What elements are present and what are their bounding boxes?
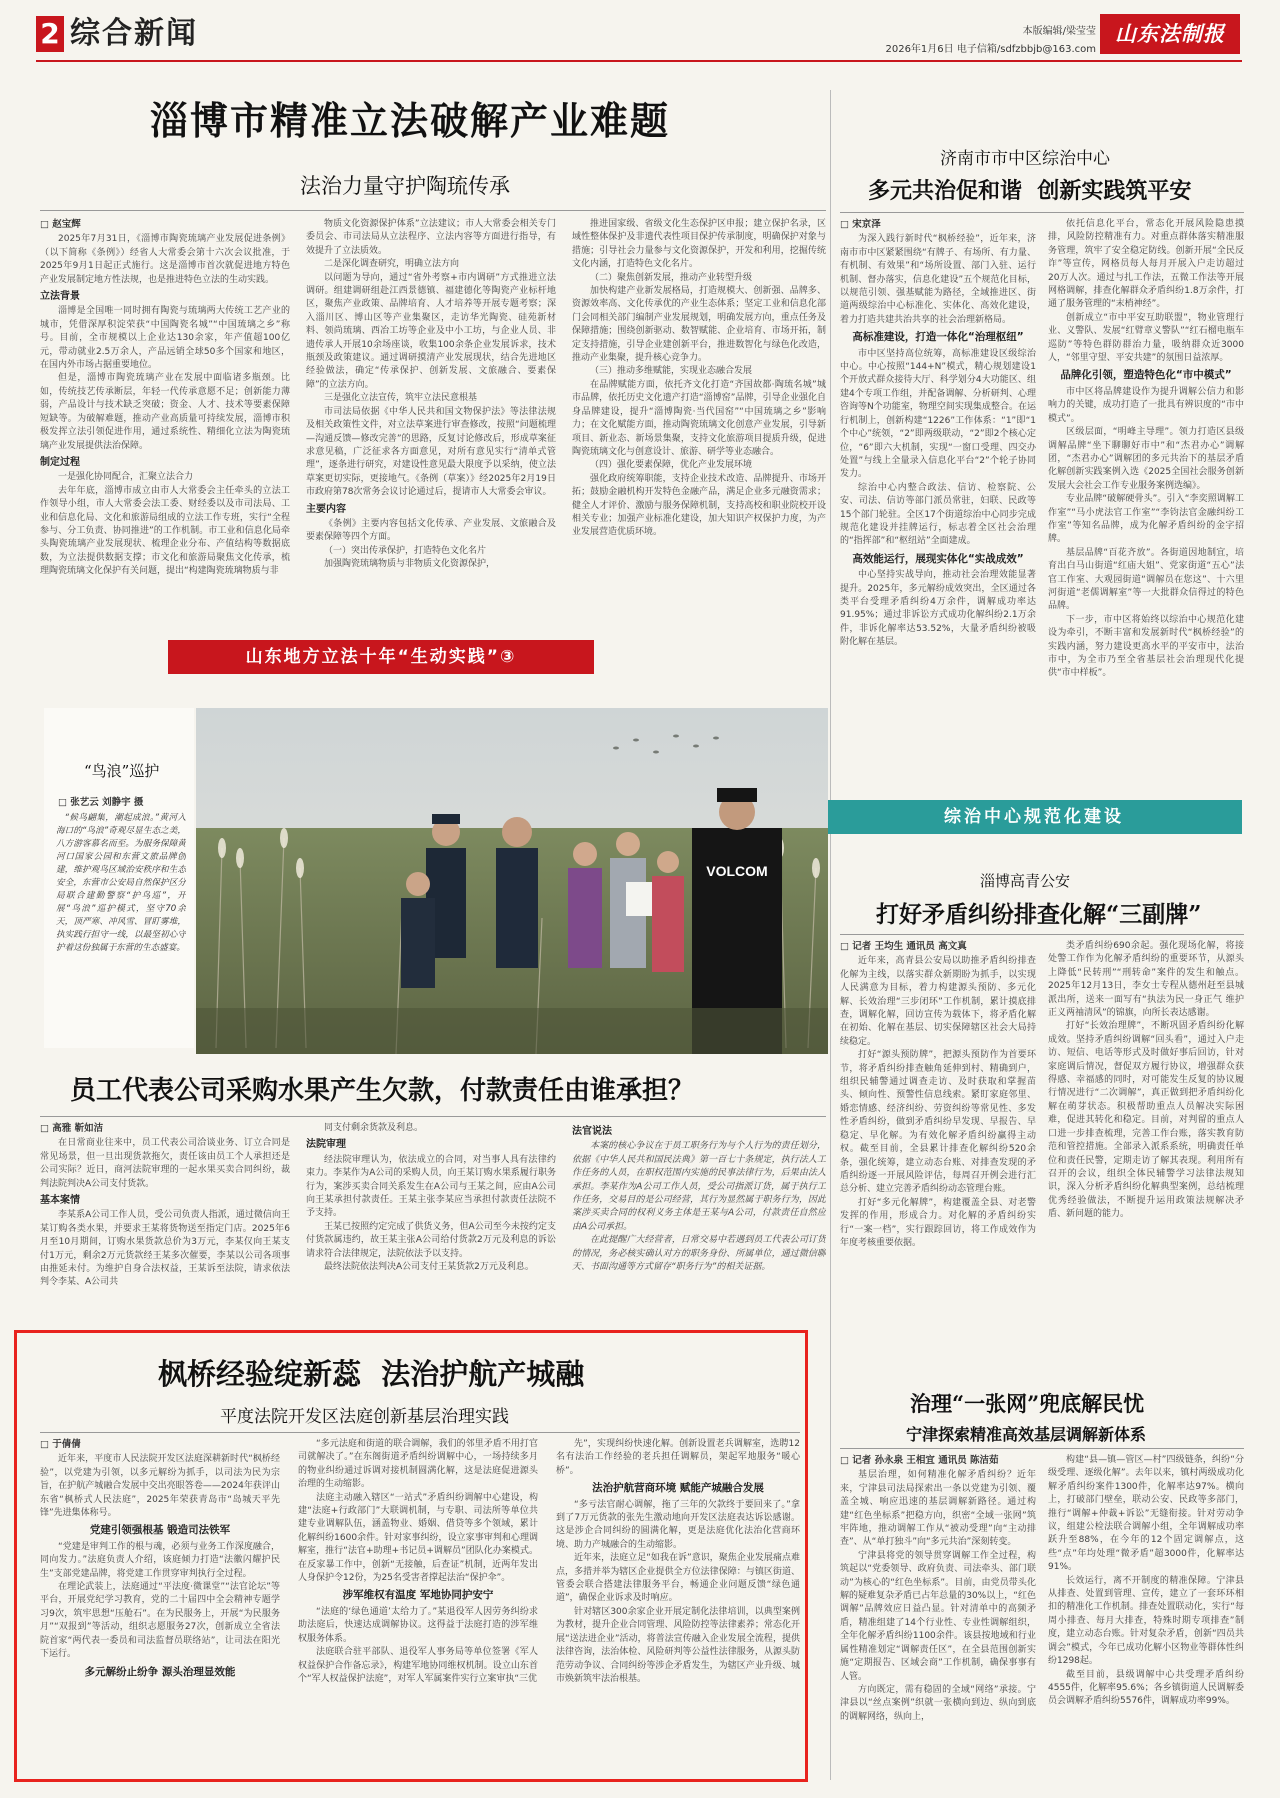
jinan-col-1: □ 宋京泽 为深入践行新时代“枫桥经验”，近年来，济南市市中区紧紧围绕“有牌子、有场所、有力量、有机制、有效果”和“场所设置、部门入驻、运行机制、督办落实，信息化建设”五个规范化目标，以规范引领、强基赋能为路径，全域推进区、街道两级综治中心标准化、实体化、高效化建设，着力打造共建共治共享的社会治理新格局。 高标准建设，打造一体化“治理枢纽” 市中区坚持高位统筹，高标准建设区级综治中心。中心按照“144+N”模式，精心规划建设1个开放式群众接待大厅、科学划分4大功能区、组建4个专项工作组，并配备调解、分析研判、心理咨询等N个功能室，物理空间实现集成整合。在运行机制上，创新构建“1226”工作体系：“1”即“1个中心”统领，“2”即两级联动，“2”即2个核心定位，“6”即六大机制，实现“一窗口受理、四交办处置”与线上全量录入信息化平台“2”个轮子协同发力。 综治中心内整合政法、信访、检察院、公安、司法、信访等部门派员常驻，妇联、民政等15个部门轮驻。全区17个街道综治中心同步完成规范化建设并挂牌运行，标志着全区社会治理的“指挥部”和“枢纽站”全面建成。 高效能运行，展现实体化“实战成效” 中心坚持实战导向，推动社会治理效能显著提升。2025年，多元解纷成效突出，全区通过各类平台受理矛盾纠纷4万余件，调解成功率达91.95%；通过非诉讼方式成功化解纠纷2.1万余件，非诉化解率达53.52%，大量矛盾纠纷被吸附化解在基层。 [840, 219, 1036, 648]
section-title: 综合新闻 [70, 16, 198, 51]
paper-logo: 山东法制报 [1100, 14, 1240, 54]
zibo-col-3: 推进国家级、省级文化生态保护区申报；建立保护名录，区域性整体保护及非遗代表性项目保护传承制度，明确保护对象与措施；引导社会力量参与文化资源保护，开发和利用，挖掘传统文化内涵，打造特色文化名片。 （二）聚焦创新发展，推动产业转型升级 加快构建产业新发展格局，打造规模大、创新强、品牌多、资源效率高、文化传承优的产业生态体系；坚定工业和信息化部门会同相关部门编制产业发展规划，明确发展方向，重点任务及保障措施；围绕创新驱动、数智赋能、企业培育、市场开拓，制定支持措施，引导企业建创新平台，推进数智化与绿色化改造，推动产业集聚，提升核心竞争力。 （三）推动多维赋能，实现业态融合发展 在品牌赋能方面，依托齐文化打造“齐国故都·陶琉名城”城市品牌，依托历史文化遗产打造“淄博窑”品牌，引导企业强化自身品牌建设，提升“淄博陶瓷·当代国窑”“中国琉璃之乡”影响力；在文化赋能方面，推动陶瓷琉璃文化创意产业发展，引导新项目、新业态、新场景集聚，支持文化旅游项目提质升级，促进陶瓷琉璃文化与创意设计、旅游、研学等业态融合。 （四）强化要素保障，优化产业发展环境 强化政府统筹职能，支持企业技术改造、品牌提升、市场开拓；鼓励金融机构开发特色金融产品，满足企业多元融资需求；健全人才评价、激励与服务保障机制，支持高校和职业院校开设相关专业；加强产业标准化建设，加大知识产权保护力度，为产业发展营造优质环境。 [572, 219, 826, 538]
zibo-article [40, 80, 826, 640]
series-banner-red: 山东地方立法十年“生动实践”③ [168, 640, 594, 674]
patrol-photo [196, 708, 828, 1054]
jacket-logo-text: VOLCOM [706, 863, 768, 879]
ningjin-kicker: 治理“一张网”兜底解民忧 [910, 1391, 1145, 1416]
date-email-line [820, 40, 1096, 55]
jinan-kicker: 济南市市中区综治中心 [940, 149, 1110, 169]
fruit-col-2: 同支付剩余货款及利息。 法院审理 经法院审理认为，依法成立的合同，对当事人具有法律约束力。李某作为A公司的采购人员，向王某订购水果系履行职务行为，案涉买卖合同关系发生在A公司与王某之间，应由A公司向王某承担付款责任。王某主张李某应当承担付款责任法院不予支持。 王某已按照约定完成了供货义务，但A公司至今未按约定支付货款属违约，故王某主张A公司给付货款2万元及利息的诉讼请求符合法律规定，法院依法予以支持。 最终法院依法判决A公司支付王某货款2万元及利息。 [306, 1123, 556, 1273]
jinan-article [840, 140, 1244, 800]
ningjin-article [840, 1386, 1244, 1782]
zibo-subhead: 法治力量守护陶琉传承 [300, 174, 510, 198]
zibo-col-2: 物质文化资源保护体系”立法建议；市人大常委会相关专门委员会、市司法局从立法程序、立法内容等方面进行指导，有效提升了立法质效。 二是深化调查研究，明确立法方向 以问题为导向，通过“省外考察+市内调研”方式推进立法调研。组建调研组赴江西景德镇、福建德化等陶瓷产业标杆地区，聚焦产业政策、品牌培育、人才培养等开展专题考察；深入淄川区、博山区等产业集聚区，走访华光陶瓷、硅苑新材料、领尚琉璃、西冶工坊等企业及中小工坊，与企业人员、非遗传承人开展10余场座谈，收集100余条企业发展诉求，技术瓶颈及政策建议。通过调研摸清产业发展现状，结合先进地区经验做法，确定“传承保护、创新发展、文旅融合、要素保障”的立法方向。 三是强化立法宣传，筑牢立法民意根基 市司法局依据《中华人民共和国文物保护法》等法律法规及相关政策性文件，对立法草案进行审查修改，按照“问题梳理—沟通反馈—修改完善”的思路，反复讨论修改后，形成草案征求意见稿，广泛征求各方面意见，对所有意见实行“清单式管理”，逐条进行研究，对建设性意见最大限度予以采纳，使立法草案更切实际，更接地气。《条例（草案）》经2025年2月19日市政府第78次常务会议讨论通过后，提请市人大常委会审议。 主要内容 《条例》主要内容包括文化传承、产业发展、文旅融合及要素保障等四个方面。 （一）突出传承保护，打造特色文化名片 加强陶瓷琉璃物质与非物质文化资源保护， [306, 219, 556, 570]
fruit-headline: 员工代表公司采购水果产生欠款，付款责任由谁承担？ [70, 1076, 695, 1106]
zibo-col-1: □ 赵宝辉 2025年7月31日，《淄博市陶瓷琉璃产业发展促进条例》（以下简称《条例》）经省人大常委会第十六次会议批准，于2025年9月1日起正式施行。这是淄博市首次就促进地方特色产业发展制定地方性法规，也是推进特色立法的生动实践。 立法背景 淄博是全国唯一同时拥有陶瓷与琉璃两大传统工艺产业的城市，凭借深厚积淀荣获“中国陶瓷名城”“中国琉璃之乡”称号。目前，全市规模以上企业达130余家，年产值超100亿元，带动就业2.5万余人，产品远销全球50多个国家和地区，在国内外市场占据重要地位。 但是，淄博市陶瓷琉璃产业在发展中面临诸多瓶颈。比如，传统技艺传承断层，年轻一代传承意愿不足；创新能力薄弱，产品设计与技术缺乏突破；资金、人才、技术等要素保障短缺等。为破解难题，推动产业高质量可持续发展，淄博市积极发挥立法引领促进作用，通过系统性、精细化立法为陶瓷琉璃产业发展提供法治保障。 制定过程 一是强化协同配合，汇聚立法合力 去年年底，淄博市成立由市人大常委会主任牵头的立法工作领导小组，市人大常委会法工委、财经委以及市司法局、工业和信息化局、文化和旅游局组成的立法工作专班，实行“全程参与、分工负责、协同推进”的工作机制。市工业和信息化局牵头陶瓷琉璃产业发展现状、梳理企业分布、产值结构等数据底数，为立法提供数据支撑；市文化和旅游局聚焦文化传承，梳理陶瓷琉璃文化保护有关问题，提出“构建陶瓷琉璃物质与非 [40, 219, 290, 577]
fengqiao-byline: □ 于倩倩 [40, 1439, 81, 1450]
photo-caption: “候鸟翩集，潮起成浪。”黄河入海口的“鸟浪”奇观尽显生态之美，八方游客慕名而至。为服务保障黄河口国家公园和东营文旅品牌创建，维护观鸟区域治安秩序和生态安全，东营市公安局自然保护区分局联合建勤警察“护鸟巡”，开展“鸟浪”巡护模式，坚守70余天，顶严寒、冲风雪、冒盯雾堆，执实践行担守一线，以最坚初心守护着这份独属于东营的生态盛宴。 [56, 813, 186, 953]
gaoqing-kicker: 淄博高青公安 [980, 872, 1071, 890]
zibo-headline: 淄博市精准立法破解产业难题 [150, 98, 671, 143]
masthead [0, 0, 1280, 60]
gaoqing-col-1: □ 记者 王均生 通讯员 高文真 近年来，高青县公安局以助推矛盾纠纷排查化解为主线，以落实群众新期盼为抓手，以实现人民满意为目标，着力构建源头预防、多元化解、长效治理“三步闭环”工作机制，累计摸底排查，调解化解，回访宣传为载体下，将矛盾化解在初始、化解在基层、切实保障辖区社会大局持续稳定。 打好“源头预防牌”，把源头预防作为首要环节，将矛盾纠纷排查触角延伸到村、精确到户，组织民辅警通过调查走访、及时获取和掌握苗头、倾向性、预警性信息线索。紧盯家庭邻里、婚恋情感、经济纠纷、劳资纠纷等常见性、多发性矛盾纠纷，做到矛盾纠纷早发现、早报告、早稳定、早化解。为有效化解矛盾纠纷赢得主动权。截至目前，全县累计排查化解纠纷520余条，强化统筹，建立动态台账、对排查发现的矛盾纠纷逐一开展风险评估，每周召开例会进行汇总分析、建立完善矛盾纠纷动态管理台账。 打好“多元化解牌”，构建覆盖全县、对老警发挥的作用，形成合力。对化解的矛盾纠纷实行“一案一档”，实行跟踪回访，将工作成效作为年度考核重要依据。 [840, 941, 1036, 1248]
fengqiao-article [40, 1346, 800, 1776]
ningjin-byline: □ 记者 孙永泉 王相宜 通讯员 陈洁茹 [840, 1455, 999, 1466]
jinan-headline: 多元共治促和谐 创新实践筑平安 [868, 178, 1192, 204]
series-banner-teal: 综治中心规范化建设 [826, 800, 1242, 834]
jinan-byline: □ 宋京泽 [840, 219, 881, 230]
gaoqing-byline: □ 记者 王均生 通讯员 高文真 [840, 941, 967, 952]
gaoqing-headline: 打好矛盾纠纷排查化解“三副牌” [876, 901, 1202, 928]
fengqiao-col-1: □ 于倩倩 近年来，平度市人民法院开发区法庭深耕新时代“枫桥经验”，以党建为引领，以多元解纷为抓手，以司法为民为宗旨，在护航产城融合发展中交出亮眼答卷——2024年获评山东省“枫桥式人民法庭”，2025年荣获青岛市“岛城天平先锋”先进集体称号。 党建引领强根基 锻造司法铁军 “党建是审判工作的根与魂，必须与业务工作深度融合，同向发力。”法庭负责人介绍，该庭倾力打造“法徽闪耀护民生”支部党建品牌，将党建工作贯穿审判执行全过程。 在理论武装上，法庭通过“平法度·微课堂”“法官论坛”等平台，开展党纪学习教育，党的二十届四中全会精神专题学习9次，筑牢思想“压舱石”。在为民服务上，开展“为民服务月”“双报到”等活动，组织志愿服务27次，创新成立全省法院首家“两代表一委员和司法监督员联络站”，让司法在阳光下运行。 多元解纷止纷争 源头治理显效能 [40, 1439, 280, 1678]
fengqiao-col-2: “多元法庭和街道的联合调解，我们的邻里矛盾不用打官司就解决了。”在东阁街道矛盾纠纷调解中心，一场持续多月的物业纠纷通过诉调对接机制圆满化解，这是法庭促进源头治理的生动缩影。 法庭主动融入辖区“一站式”矛盾纠纷调解中心建设，构建“法庭+行政部门”大联调机制，与专职、司法所等单位共建专业调解队伍，涵盖物业、婚姻、借贷等多个领域，累计化解纠纷1600余件。针对家事纠纷，设立家事审判和心理调解室，推行“法官+助理+书记员+调解员”团队化办案模式。在反家暴工作中，创新“无接触，后查证”机制，近两年发出人身保护令12份，为25名受害者撑起法治“保护伞”。 涉军维权有温度 军地协同护安宁 “法庭的‘绿色通道’太给力了。”某退役军人因劳务纠纷求助法庭后，快速达成调解协议。这得益于法庭打造的涉军维权服务体系。 法庭联合驻平部队、退役军人事务局等单位签署《军人权益保护合作备忘录》，构建军地协同维权机制。设立山东首个“军人权益保护法庭”，对军人军属案件实行立案审执“三优 [298, 1439, 538, 1684]
gaoqing-col-2: 类矛盾纠纷690余起。强化现场化解，将接处警工作作为化解矛盾纠纷的重要环节，从源头上降低“民转刑”“刑转命”案件的发生和触点。2025年12月13日，李女士专程从德州赶至县城派出所，送来一面写有“执法为民一身正气 维护正义两袖清风”的锦旗，向所长表达感谢。 打好“长效治理牌”，不断巩固矛盾纠纷化解成效。坚持矛盾纠纷调解“回头看”，通过入户走访、短信、电话等形式及时做好事后回访，针对家庭调后情况，督促双方履行协议，增强群众获得感、幸福感的同时，对可能发生反复的协议履行情况进行“二次调解”，真正做到把矛盾纠纷化解在萌芽状态。积极帮助重点人员解决实际困难，促进其转化和稳定。目前，对判留的重点人口进一步排查梳理，完善工作台账，落实教育防范和管控措施。全部录入派系系统，明确责任单位和责任民警，定期走访了解其表现。利用所有召开的会议，组织全体民辅警学习法律法规知识，深入分析矛盾纠纷化解典型案例，总结梳理优秀经验做法，不断提升运用政策法规解决矛盾、新问题的能力。 [1048, 941, 1244, 1220]
photo-byline: □ 张艺云 刘静宇 摄 [58, 797, 144, 808]
ningjin-headline: 宁津探索精准高效基层调解新体系 [906, 1425, 1147, 1444]
page-number-badge: 2 [36, 16, 64, 52]
masthead-rule [36, 60, 1242, 62]
fengqiao-subhead: 平度法院开发区法庭创新基层治理实践 [220, 1407, 509, 1427]
fruit-byline: □ 高雅 靳如洁 [40, 1123, 104, 1134]
fruit-col-3: 法官说法 本案的核心争议在于员工职务行为与个人行为的责任划分，依据《中华人民共和国民法典》第一百七十条规定，执行法人工作任务的人员，在职权范围内实施的民事法律行为，后果由法人承担。李某作为A公司工作人员，受公司指派订货，属于执行工作任务，交易目的是公司经营，其行为显然属于职务行为，因此案涉买卖合同的权利义务主体是王某与A公司，付款责任自然应由A公司承担。 在此提醒广大经营者，日常交易中若遇到员工代表公司订货的情况，务必核实确认对方的职务身份、所属单位，通过微信聊天、书面沟通等方式留存“职务行为”的相关证据。 [572, 1126, 826, 1273]
editor-line: 本版编辑/梁莹莹 [1022, 26, 1096, 37]
date-line: 2026年1月6日 [885, 44, 954, 55]
ningjin-col-1: □ 记者 孙永泉 王相宜 通讯员 陈洁茹 基层治理，如何精准化解矛盾纠纷？近年来，宁津县司法局探索出一条以党建为引领、覆盖全城、响应迅速的基层调解新路径。通过构建“红色坐标系”把稳方向，织密“全域一张网”筑牢阵地，推动调解工作从“被动受理”向“主动排查”、从“单打独斗”向“多元共治”深刻转变。 宁津县将党的领导贯穿调解工作全过程，构筑起以“党委领导、政府负责、司法牵头、部门联动”为核心的“红色坐标系”。目前，由党员带头化解的疑难复杂矛盾已占年总量的30%以上，“红色调解”品牌效应日益凸显。针对清单中的高频矛盾，精准组建了14个行业性、专业性调解组织，全年化解矛盾纠纷1100余件。该县按地域和行业属性精准划定“调解责任区”，在全县范围创新实施“定期报告、区域会商”工作机制，确保事事有人管。 方向既定，需有稳固的全域“网络”承接。宁津县以“丝点案例”织就一张横向到边、纵向到底的调解网络，纵向上， [840, 1455, 1036, 1722]
photo-caption-panel [44, 708, 194, 1048]
fengqiao-col-3: 先”，实现纠纷快速化解。创新设置老兵调解室，选聘12名有法治工作经验的老兵担任调解员，架起军地服务“暖心桥”。 法治护航营商环境 赋能产城融合发展 “多亏法官耐心调解，拖了三年的欠款终于要回来了。”拿到了7万元货款的张先生激动地向开发区法庭表达诉讼感谢。这是涉企合同纠纷的圆满化解，更是法庭优化法治化营商环境、助力产城融合的生动缩影。 近年来，法庭立足“如我在诉”意识，聚焦企业发展痛点难点，多措并举为辖区企业提供全方位法律保障：与镇区街道、管委会联合搭建法律服务平台，畅通企业问题反馈“绿色通道”，确保企业诉求及时响应。 针对辖区300余家企业开展定制化法律培训，以典型案例为教材，提升企业合同管理、风险防控等法律素养；常态化开展“送法进企业”活动，将普法宣传融入企业发展全流程，提供法律咨询，法治体检、风险研判等公益性法律服务，从源头防范劳动争议、合同纠纷等涉企矛盾发生，为辖区产业升级、城市焕新筑牢法治根基。 [556, 1439, 800, 1684]
ningjin-col-2: 构建“县—镇—管区—村”四级链条，纠纷“分级受理、逐级化解”。去年以来，镇村两级成功化解矛盾纠纷案件1300件，化解率达97%。横向上，打破部门壁垒，联动公安、民政等多部门，推行“调解+仲裁+诉讼”无缝衔接。针对劳动争议，组建公检法联合调解小组，全年调解成功率跃升至88%，在今年的12个固定调解点，这些“点”年均处理“微矛盾”超3000件，化解率达91%。 长效运行，离不开制度的精准保障。宁津县从排查、处置到管理、宣传，建立了一套环环相扣的精准化工作机制。排查处置联动化，实行“每周小排查、每月大排查，特殊时期专项排查”制度，建立动态台账。针对复杂矛盾，创新“四员共调会”模式，今年已成功化解小区物业等群体性纠纷1298起。 截至目前，县级调解中心共受理矛盾纠纷4555件，化解率95.6%；各乡镇街道人民调解委员会调解矛盾纠纷5576件，调解成功率99%。 [1048, 1455, 1244, 1707]
fengqiao-headline: 枫桥经验绽新蕊 法治护航产城融 [158, 1357, 585, 1391]
email-line: 电子信箱/sdfzbbjb@163.com [956, 44, 1096, 55]
jinan-col-2: 依托信息化平台，常态化开展风险隐患摸排，风险防控精准有力。对重点群体落实精准服务管理，筑牢了安全稳定防线。创新开展“全民反诈”等宣传，网格员每人每月开展入户走访超过20万人次。通过与扎工作法，五微工作法等开展网格调解，排查化解群众矛盾纠纷1.8万余件，打通了服务管理的“末梢神经”。 创新成立“市中平安互助联盟”，物业管理行业、义警队、发展“红臂章义警队”“红石榴电瓶车巡防”等特色群防群治力量，吸纳群众近3000人，“邻里守望、平安共建”的氛围日益浓厚。 品牌化引领，塑造特色化“市中模式” 市中区将品牌建设作为提升调解公信力和影响力的关键，成功打造了一批具有辨识度的“市中模式”。 区级层面，“明峰主导理”。领力打造区县级调解品牌“坐下聊聊好市中”和“杰君办心”调解团，“杰君办心”调解团的多元共治下的基层矛盾化解创新实践案例入选《2025全国社会服务创新发展大会社会工作专业服务案例选编》。 专业品牌“破解硬骨头”。引入“李奕照调解工作室”“马小虎法官工作室”“李钧法官金融纠纷工作室”等知名品牌，成为化解矛盾纠纷的金字招牌。 基层品牌“百花齐放”。各街道因地制宜，培育出白马山街道“红庙大姐”、党家街道“五心”法官工作室、大观园街道“调解员在您这”、十六里河街道“老儒调解室”等一大批群众信得过的特色品牌。 下一步，市中区将始终以综治中心规范化建设为牵引，不断丰富和发展新时代“枫桥经验”的实践内涵，努力建设更高水平的平安市中，法治市中，为全市乃至全省基层社会治理现代化提供“市中样板”。 [1048, 219, 1244, 679]
patrol-photo-svg [196, 708, 828, 1054]
fruit-col-1: □ 高雅 靳如洁 在日常商业往来中，员工代表公司洽谈业务、订立合同是常见场景，但一旦出现货款拖欠，责任该由员工个人承担还是公司实际？近日，商河法院审理的一起水果买卖合同纠纷，裁判法院判决A公司支付货款。 基本案情 李某系A公司工作人员，受公司负责人指派，通过微信向王某订购各类水果，并要求王某将货物送至指定门店。2025年6月至10月期间，订购水果货款总价为3万元，李某仅向王某支付1万元，剩余2万元货款经王某多次催要，李某以公司各项事由推延未付。为维护自身合法权益，王某诉至法院，请求依法判令李某、A公司共 [40, 1123, 290, 1288]
fruit-article [40, 1062, 826, 1346]
gaoqing-article [840, 866, 1244, 1378]
zibo-byline: □ 赵宝辉 [40, 219, 81, 230]
photo-feature [44, 708, 828, 1054]
photo-headline: “鸟浪”巡护 [84, 762, 160, 780]
